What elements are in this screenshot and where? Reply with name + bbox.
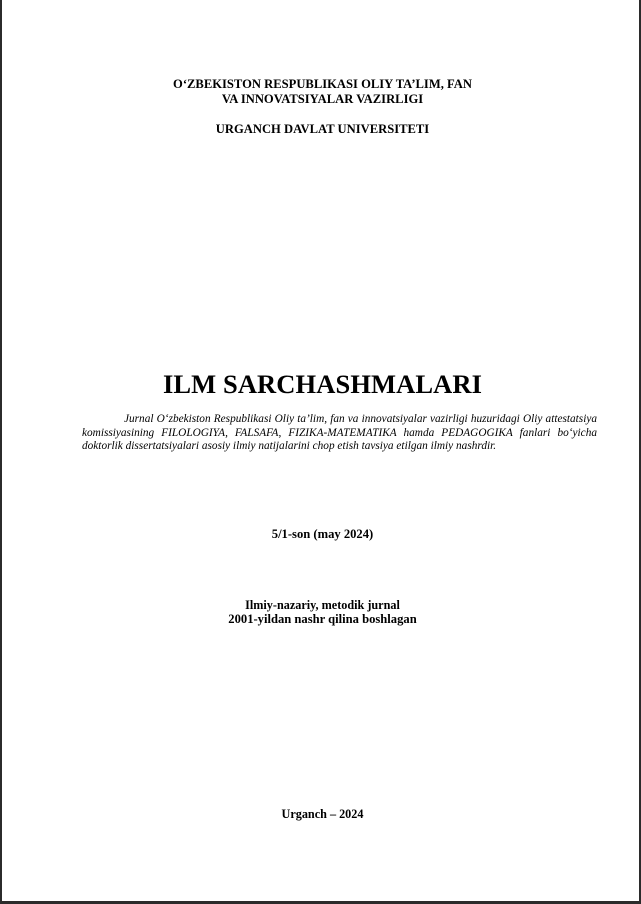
published-since: 2001-yildan nashr qilina boshlagan (228, 612, 417, 626)
journal-type: Ilmiy-nazariy, metodik jurnal (245, 598, 400, 612)
ministry-line-2: VA INNOVATSIYALAR VAZIRLIGI (221, 92, 424, 106)
issue-number: 5/1-son (may 2024) (271, 527, 374, 541)
journal-description (82, 413, 597, 454)
description-text: Jurnal O‘zbekiston Respublikasi Oliy ta’lim, fan va innovatsiyalar vazirligi huzuridagi Oliy attestatsiya komissiyasining FILOLOGIYA, FALSAFA, FIZIKA-MATEMATIKA hamda PEDAGOGIKA fanlari bo‘yicha doktorlik dissertatsiyalari asosiy ilmiy natijalarini chop etish tavsiya etilgan ilmiy nashrdir. (82, 413, 597, 452)
ministry-heading (2, 77, 641, 107)
journal-title: ILM SARCHASHMALARI (162, 369, 483, 399)
place-and-year: Urganch – 2024 (281, 807, 364, 821)
ministry-line-1: O‘ZBEKISTON RESPUBLIKASI OLIY TA’LIM, FAN (173, 77, 472, 91)
university-name: URGANCH DAVLAT UNIVERSITETI (215, 122, 430, 136)
